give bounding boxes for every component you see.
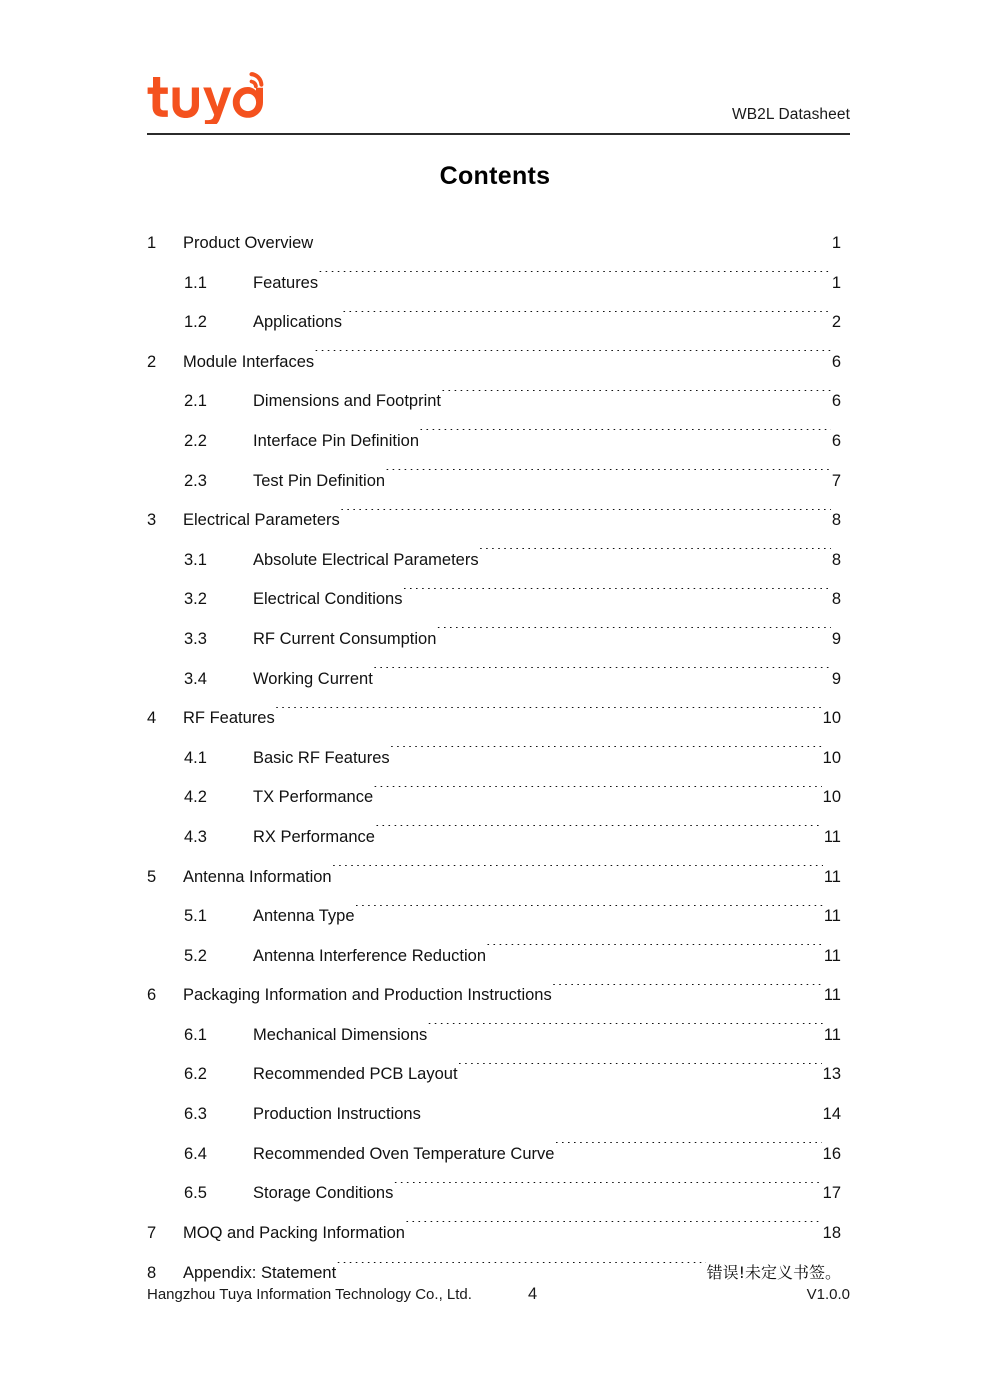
toc-entry-label: Basic RF Features (253, 748, 390, 767)
toc-entry-label: Antenna Interference Reduction (253, 946, 486, 965)
footer-version: V1.0.0 (806, 1286, 850, 1303)
toc-entry-number: 3.2 (184, 590, 207, 609)
toc-entry-number: 2.2 (184, 431, 207, 450)
toc-dot-leader (313, 232, 831, 249)
toc-entry-label: Dimensions and Footprint (253, 392, 442, 411)
toc-entry-number: 1.1 (184, 273, 207, 292)
toc-entry-label: MOQ and Packing Information (183, 1223, 405, 1242)
toc-entry-page-number: 11 (823, 867, 841, 886)
toc-entry-label: Absolute Electrical Parameters (253, 550, 479, 569)
toc-entry[interactable] (147, 739, 841, 779)
toc-entry-page-number: 10 (822, 788, 841, 807)
toc-entry-number: 6.3 (184, 1105, 207, 1124)
toc-entry-label: Electrical Parameters (183, 511, 340, 530)
toc-dot-leader (402, 588, 830, 605)
toc-entry-label: RX Performance (253, 827, 375, 846)
toc-entry-label: Electrical Conditions (253, 590, 403, 609)
toc-dot-leader (375, 825, 823, 842)
toc-entry-page-number: 1 (831, 234, 841, 252)
toc-dot-leader (405, 1221, 822, 1238)
toc-entry-label: Antenna Information (183, 867, 332, 886)
toc-entry-label: Recommended PCB Layout (253, 1065, 458, 1084)
tuya-logo (147, 70, 267, 124)
toc-entry-page-number: 8 (831, 590, 841, 609)
toc-entry-number: 8 (147, 1264, 157, 1283)
toc-entry-label: Working Current (253, 669, 373, 688)
toc-entry[interactable] (147, 897, 841, 937)
toc-entry[interactable] (147, 1055, 841, 1095)
toc-dot-leader (436, 627, 830, 644)
toc-entry-label: Packaging Information and Production Instructions (183, 986, 552, 1005)
toc-entry-number: 7 (147, 1223, 157, 1242)
toc-entry-number: 4 (147, 709, 157, 728)
toc-entry-label: Antenna Type (253, 907, 355, 926)
toc-entry[interactable] (147, 580, 841, 620)
toc-entry-label: TX Performance (253, 788, 374, 807)
toc-dot-leader (427, 1023, 823, 1040)
toc-dot-leader (458, 1063, 822, 1080)
toc-dot-leader (340, 509, 831, 526)
toc-entry-label: RF Current Consumption (253, 629, 437, 648)
toc-entry[interactable] (147, 1174, 841, 1214)
toc-dot-leader (390, 746, 822, 763)
toc-entry-label: Interface Pin Definition (253, 431, 420, 450)
toc-entry-page-number: 11 (823, 827, 841, 846)
toc-entry-label: Test Pin Definition (253, 471, 386, 490)
header-document-title: WB2L Datasheet (732, 106, 850, 123)
toc-entry[interactable] (147, 382, 841, 422)
toc-entry-number: 6.2 (184, 1065, 207, 1084)
toc-entry[interactable] (147, 858, 841, 898)
toc-entry-page-number: 8 (831, 511, 841, 530)
toc-dot-leader (275, 707, 822, 724)
toc-entry-label: Storage Conditions (253, 1184, 394, 1203)
toc-entry-number: 6.4 (184, 1144, 207, 1163)
toc-dot-leader (419, 429, 831, 446)
table-of-contents (147, 224, 841, 1293)
toc-entry-number: 6.5 (184, 1184, 207, 1203)
toc-entry-number: 5.1 (184, 907, 207, 926)
toc-entry-label: Features (253, 273, 319, 292)
toc-entry-number: 4.3 (184, 827, 207, 846)
toc-entry-label: Recommended Oven Temperature Curve (253, 1144, 555, 1163)
toc-entry-page-number: 13 (822, 1065, 841, 1084)
toc-entry-number: 6 (147, 986, 157, 1005)
toc-entry[interactable] (147, 1135, 841, 1175)
toc-entry-page-number: 9 (831, 669, 841, 688)
toc-entry-page-number: 14 (822, 1105, 841, 1124)
toc-dot-leader (421, 1103, 822, 1120)
toc-dot-leader (373, 786, 822, 803)
toc-entry[interactable] (147, 303, 841, 343)
toc-entry-page-number: 8 (831, 550, 841, 569)
toc-entry[interactable] (147, 462, 841, 502)
toc-entry-label: RF Features (183, 709, 275, 728)
toc-entry-page-number: 11 (823, 907, 841, 926)
toc-entry-label: Module Interfaces (183, 352, 315, 371)
toc-entry-page-number: 10 (822, 748, 841, 767)
toc-entry-number: 1.2 (184, 313, 207, 332)
toc-entry-number: 1 (147, 234, 157, 252)
toc-entry-label: Mechanical Dimensions (253, 1025, 428, 1044)
toc-dot-leader (342, 311, 831, 328)
toc-entry-number: 4.2 (184, 788, 207, 807)
toc-dot-leader (393, 1182, 821, 1199)
footer-company-name: Hangzhou Tuya Information Technology Co., Ltd. (147, 1286, 472, 1303)
toc-dot-leader (486, 944, 823, 961)
page-header (147, 62, 850, 134)
toc-entry-page-number: 7 (831, 471, 841, 490)
toc-entry[interactable] (147, 620, 841, 660)
toc-entry-page-number: 11 (823, 1025, 841, 1044)
toc-entry-number: 3.4 (184, 669, 207, 688)
toc-entry[interactable] (147, 1095, 841, 1135)
toc-entry-page-number: 11 (823, 946, 841, 965)
toc-entry[interactable] (147, 976, 841, 1016)
toc-dot-leader (318, 271, 831, 288)
toc-entry-number: 3.1 (184, 550, 207, 569)
toc-entry-page-number: 6 (831, 392, 841, 411)
toc-entry-number: 3.3 (184, 629, 207, 648)
toc-entry-number: 2.1 (184, 392, 207, 411)
toc-entry-page-number: 18 (822, 1223, 841, 1242)
toc-entry[interactable] (147, 224, 841, 264)
toc-dot-leader (336, 1262, 705, 1279)
toc-entry-label: Applications (253, 313, 342, 332)
toc-entry[interactable] (147, 343, 841, 383)
footer-page-number: 4 (527, 1285, 538, 1303)
toc-entry-label: Product Overview (183, 234, 314, 252)
toc-entry[interactable] (147, 1016, 841, 1056)
toc-entry-number: 4.1 (184, 748, 207, 767)
toc-entry[interactable] (147, 699, 841, 739)
toc-entry-number: 2 (147, 352, 157, 371)
toc-dot-leader (314, 350, 831, 367)
header-divider (147, 133, 850, 135)
toc-entry-number: 6.1 (184, 1025, 207, 1044)
toc-entry[interactable] (147, 264, 841, 304)
toc-dot-leader (385, 469, 831, 486)
toc-entry-page-number: 9 (831, 629, 841, 648)
toc-entry-page-number: 11 (823, 986, 841, 1005)
toc-entry-page-number: 1 (831, 273, 841, 292)
toc-dot-leader (373, 667, 831, 684)
toc-entry-label: Production Instructions (253, 1105, 421, 1124)
toc-entry[interactable] (147, 1214, 841, 1254)
toc-entry-label: Appendix: Statement (183, 1264, 337, 1283)
toc-entry[interactable] (147, 818, 841, 858)
toc-entry[interactable] (147, 937, 841, 977)
toc-entry[interactable] (147, 778, 841, 818)
page-title: Contents (439, 162, 551, 190)
toc-entry-number: 3 (147, 511, 157, 530)
toc-dot-leader (332, 865, 823, 882)
toc-entry-page-number: 10 (822, 709, 841, 728)
toc-entry-page-number: 错误!未定义书签。 (706, 1263, 841, 1283)
toc-entry-number: 5 (147, 867, 157, 886)
toc-entry-page-number: 2 (831, 313, 841, 332)
toc-entry[interactable] (147, 422, 841, 462)
toc-dot-leader (552, 984, 823, 1001)
toc-dot-leader (441, 390, 831, 407)
toc-entry[interactable] (147, 660, 841, 700)
toc-dot-leader (479, 548, 831, 565)
toc-entry-page-number: 16 (822, 1144, 841, 1163)
toc-entry[interactable] (147, 541, 841, 581)
page-footer (147, 1285, 850, 1304)
toc-entry-number: 5.2 (184, 946, 207, 965)
toc-entry-page-number: 17 (822, 1184, 841, 1203)
toc-dot-leader (355, 905, 823, 922)
toc-entry-page-number: 6 (831, 352, 841, 371)
toc-dot-leader (554, 1142, 821, 1159)
toc-entry-page-number: 6 (831, 431, 841, 450)
toc-entry[interactable] (147, 501, 841, 541)
toc-entry-number: 2.3 (184, 471, 207, 490)
